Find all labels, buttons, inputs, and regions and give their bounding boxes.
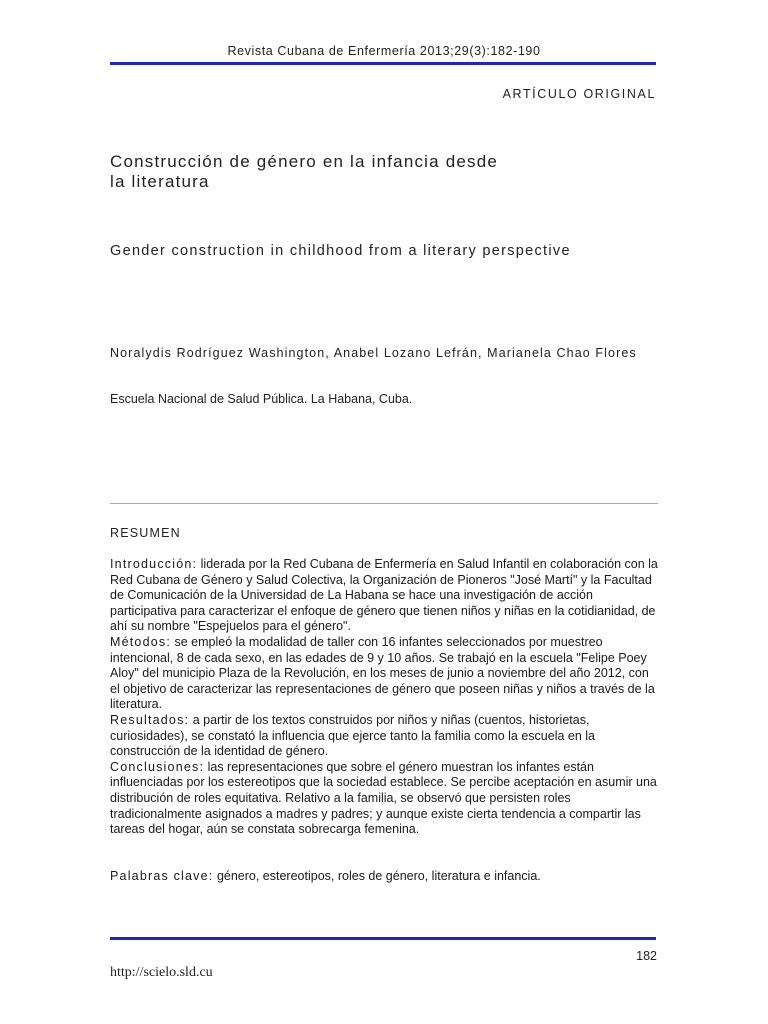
- abstract-results: [110, 713, 658, 760]
- header-rule: [110, 62, 656, 65]
- title-line-1: Construcción de género en la infancia desde: [110, 152, 499, 171]
- authors: Noralydis Rodríguez Washington, Anabel Lozano Lefrán, Marianela Chao Flores: [110, 346, 637, 360]
- footer-rule: [110, 937, 656, 940]
- abstract-methods: [110, 635, 658, 713]
- journal-citation: Revista Cubana de Enfermería 2013;29(3):182-190: [227, 44, 541, 58]
- keywords-label: Palabras clave:: [110, 869, 214, 883]
- footer-url: http://scielo.sld.cu: [110, 965, 213, 980]
- intro-label: Introducción:: [110, 557, 198, 571]
- keywords: [110, 869, 658, 883]
- abstract-introduction: [110, 557, 658, 635]
- abstract-heading: RESUMEN: [110, 526, 181, 540]
- article-title: [110, 152, 580, 192]
- methods-label: Métodos:: [110, 634, 172, 649]
- conclusions-label: Conclusiones:: [110, 759, 205, 774]
- abstract-body: [110, 557, 658, 838]
- conclusions-text: las representaciones que sobre el género muestran los infantes están influenciadas por los estereotipos que la sociedad establece. Se percibe aceptación en asumir una distribución de roles equitativa. Relativo a la familia, se observó que persisten roles tradicionalmente asignados a madres y padres; y aunque existe cierta tendencia a compartir las tareas del hogar, aún se constata sobrecarga femenina.: [110, 759, 657, 837]
- results-label: Resultados:: [110, 712, 190, 727]
- title-line-2: la literatura: [110, 172, 210, 191]
- abstract-conclusions: [110, 760, 658, 838]
- intro-text: liderada por la Red Cubana de Enfermería en Salud Infantil en colaboración con la Red Cubana de Género y Salud Colectiva, la Organización de Pioneros "José Martí" y la Facultad de Comunicación de la Universidad de La Habana se hace una investigación de acción participativa para caracterizar el enfoque de género que tienen niños y niñas en la cotidianidad, de ahí su nombre "Espejuelos para el género".: [110, 557, 658, 634]
- article-subtitle: Gender construction in childhood from a literary perspective: [110, 243, 571, 259]
- results-text: a partir de los textos construidos por niños y niñas (cuentos, historietas, curiosidades), se constató la influencia que ejerce tanto la familia como la escuela en la construcción de la identidad de género.: [110, 712, 595, 759]
- page-number: 182: [636, 949, 657, 963]
- section-divider: [110, 503, 658, 504]
- methods-text: se empleó la modalidad de taller con 16 infantes seleccionados por muestreo intencional, 8 de cada sexo, en las edades de 9 y 10 años. Se trabajó en la escuela "Felipe Poey Aloy" del municipio Plaza de la Revolución, en los meses de junio a noviembre del año 2012, con el objetivo de caracterizar las representaciones de género que poseen niñas y niños a través de la literatura.: [110, 634, 655, 712]
- article-type: ARTÍCULO ORIGINAL: [502, 87, 656, 101]
- keywords-text: género, estereotipos, roles de género, literatura e infancia.: [213, 869, 541, 883]
- affiliation: Escuela Nacional de Salud Pública. La Habana, Cuba.: [110, 392, 413, 406]
